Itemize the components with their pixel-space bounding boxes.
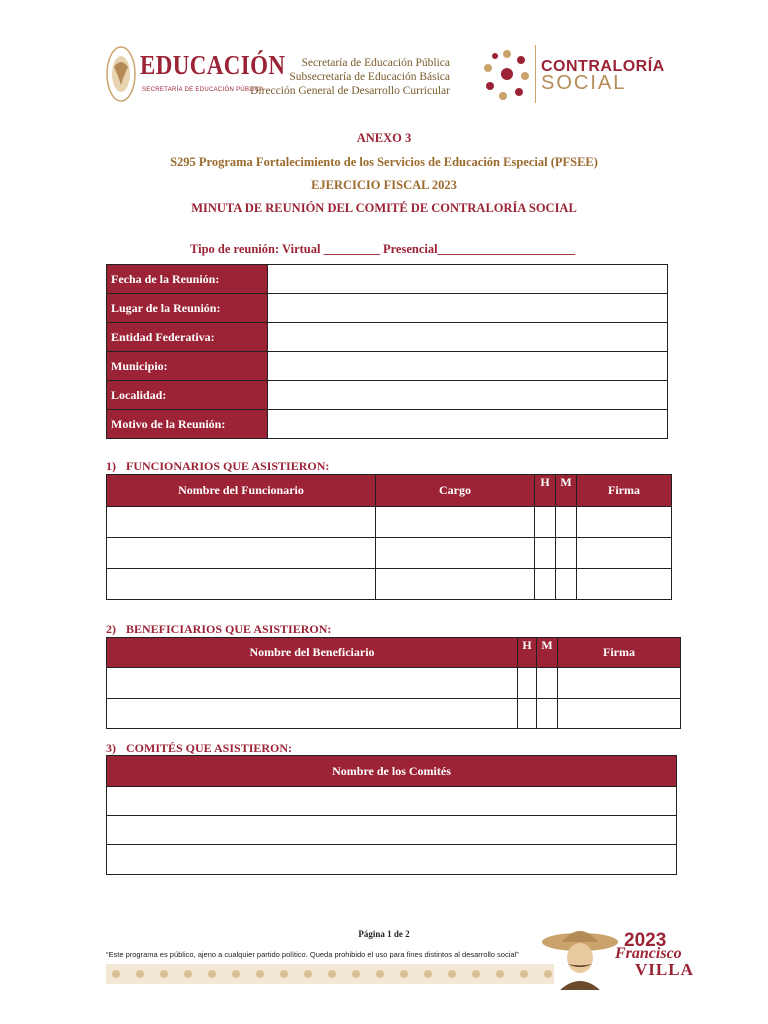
cell-input[interactable] — [518, 699, 537, 729]
info-value-field[interactable] — [268, 294, 668, 323]
cell-input[interactable] — [535, 538, 556, 569]
col-header-m: M — [556, 475, 577, 507]
table-row — [107, 410, 668, 439]
beneficiaries-table — [106, 637, 681, 729]
table-row — [107, 787, 677, 816]
cell-input[interactable] — [107, 845, 677, 875]
cell-input[interactable] — [577, 507, 672, 538]
table-row — [107, 699, 681, 729]
cell-input[interactable] — [535, 569, 556, 600]
info-value-field[interactable] — [268, 265, 668, 294]
logo-social: SOCIAL — [541, 72, 627, 94]
col-header-name: Nombre del Funcionario — [107, 475, 376, 507]
section-beneficiaries-heading: 2) BENEFICIARIOS QUE ASISTIERON: — [106, 622, 332, 636]
cell-input[interactable] — [107, 816, 677, 845]
cell-input[interactable] — [518, 668, 537, 699]
francisco-villa-portrait-icon — [540, 920, 620, 990]
cell-input[interactable] — [556, 569, 577, 600]
mexico-eagle-seal-icon — [106, 45, 136, 103]
col-header-h: H — [518, 638, 537, 668]
section-committees-heading: 3) COMITÉS QUE ASISTIERON: — [106, 741, 293, 755]
info-label: Lugar de la Reunión: — [107, 294, 268, 323]
cell-input[interactable] — [107, 538, 376, 569]
table-header-row — [107, 475, 672, 507]
cell-input[interactable] — [556, 507, 577, 538]
cell-input[interactable] — [577, 538, 672, 569]
col-header-h: H — [535, 475, 556, 507]
commemorative-name: Francisco — [615, 945, 682, 962]
table-row — [107, 323, 668, 352]
table-header-row — [107, 756, 677, 787]
cell-input[interactable] — [107, 507, 376, 538]
cell-input[interactable] — [577, 569, 672, 600]
info-value-field[interactable] — [268, 323, 668, 352]
table-header-row — [107, 638, 681, 668]
commemorative-surname: VILLA — [635, 960, 694, 979]
officials-table — [106, 474, 672, 600]
table-row — [107, 507, 672, 538]
table-row — [107, 381, 668, 410]
info-label: Entidad Federativa: — [107, 323, 268, 352]
minuta-title: MINUTA DE REUNIÓN DEL COMITÉ DE CONTRALORÍA SOCIAL — [191, 201, 577, 215]
info-value-field[interactable] — [268, 352, 668, 381]
logo-divider — [535, 45, 536, 103]
table-row — [107, 265, 668, 294]
meeting-info-table — [106, 264, 668, 439]
cell-input[interactable] — [107, 569, 376, 600]
col-header-name: Nombre de los Comités — [107, 756, 677, 787]
institution-block — [234, 56, 450, 98]
cell-input[interactable] — [376, 569, 535, 600]
col-header-m: M — [537, 638, 558, 668]
info-label: Municipio: — [107, 352, 268, 381]
info-value-field[interactable] — [268, 381, 668, 410]
info-label: Localidad: — [107, 381, 268, 410]
committees-table — [106, 755, 677, 875]
meeting-type-line: Tipo de reunión: Virtual _________ Presencial______________________ — [190, 242, 576, 256]
cell-input[interactable] — [556, 538, 577, 569]
commemorative-year: 2023 — [624, 930, 667, 951]
col-header-firma: Firma — [577, 475, 672, 507]
cell-input[interactable] — [376, 538, 535, 569]
cell-input[interactable] — [107, 699, 518, 729]
table-row — [107, 816, 677, 845]
col-header-name: Nombre del Beneficiario — [107, 638, 518, 668]
table-row — [107, 352, 668, 381]
cell-input[interactable] — [535, 507, 556, 538]
decorative-pattern-band — [106, 964, 554, 984]
page-number: Página 1 de 2 — [358, 929, 410, 939]
table-row — [107, 294, 668, 323]
logo-educacion: EDUCACIÓN — [140, 50, 286, 80]
cell-input[interactable] — [107, 668, 518, 699]
table-row — [107, 845, 677, 875]
annex-title: ANEXO 3 — [356, 131, 412, 145]
info-label: Fecha de la Reunión: — [107, 265, 268, 294]
institution-line: Dirección General de Desarrollo Curricular — [250, 85, 450, 97]
cell-input[interactable] — [376, 507, 535, 538]
contraloria-social-logo-icon — [481, 42, 533, 106]
col-header-cargo: Cargo — [376, 475, 535, 507]
col-header-firma: Firma — [558, 638, 681, 668]
cell-input[interactable] — [537, 668, 558, 699]
cell-input[interactable] — [537, 699, 558, 729]
institution-line: Secretaría de Educación Pública — [301, 57, 450, 69]
cell-input[interactable] — [558, 699, 681, 729]
table-row — [107, 538, 672, 569]
fiscal-year-title: EJERCICIO FISCAL 2023 — [311, 178, 457, 192]
logo-contraloria: CONTRALORÍA — [541, 58, 665, 75]
info-value-field[interactable] — [268, 410, 668, 439]
section-officials-heading: 1) FUNCIONARIOS QUE ASISTIERON: — [106, 459, 330, 473]
logo-educacion-subtitle: SECRETARÍA DE EDUCACIÓN PÚBLICA — [142, 87, 264, 93]
legal-disclaimer: “Este programa es público, ajeno a cualquier partido político. Queda prohibido el uso para fines distintos al desarrollo social” — [106, 950, 519, 959]
cell-input[interactable] — [107, 787, 677, 816]
table-row — [107, 569, 672, 600]
program-title: S295 Programa Fortalecimiento de los Servicios de Educación Especial (PFSEE) — [170, 155, 598, 169]
cell-input[interactable] — [558, 668, 681, 699]
info-label: Motivo de la Reunión: — [107, 410, 268, 439]
table-row — [107, 668, 681, 699]
institution-line: Subsecretaría de Educación Básica — [289, 71, 450, 83]
